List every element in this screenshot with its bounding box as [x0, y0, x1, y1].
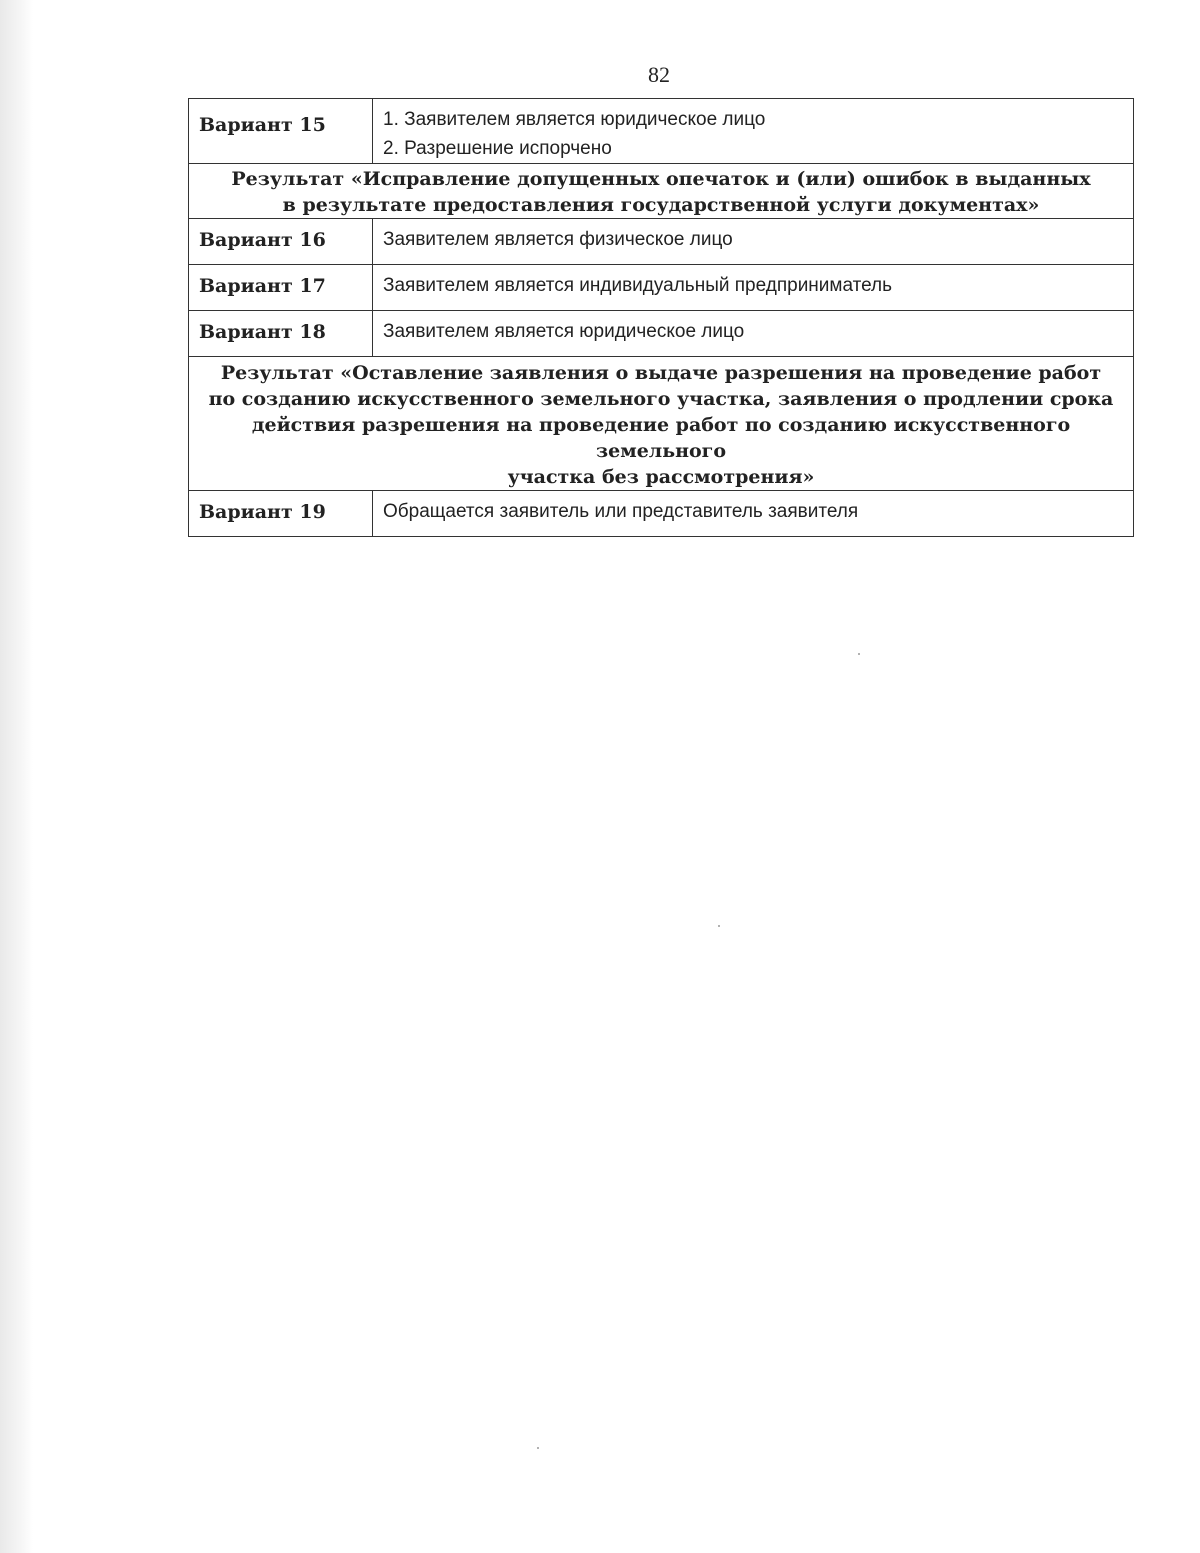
variant-label: Вариант 16	[189, 219, 373, 265]
variant-description	[373, 219, 1134, 265]
description-line: 2. Разрешение испорчено	[383, 138, 612, 159]
result-line: участка без рассмотрения»	[507, 466, 815, 488]
variant-label: Вариант 19	[189, 491, 373, 537]
table-row	[189, 164, 1134, 219]
table-row	[189, 265, 1134, 311]
description-line: Заявителем является индивидуальный предприниматель	[383, 275, 893, 296]
description-line: Заявителем является юридическое лицо	[383, 321, 745, 342]
variant-label: Вариант 18	[189, 311, 373, 357]
scan-page-edge	[0, 0, 33, 1553]
result-line: действия разрешения на проведение работ по созданию искусственного земельного	[251, 414, 1071, 462]
description-line: Обращается заявитель или представитель заявителя	[383, 501, 859, 522]
result-heading	[189, 164, 1134, 219]
table-row	[189, 357, 1134, 491]
variant-description	[373, 491, 1134, 537]
variant-description	[373, 265, 1134, 311]
table-row	[189, 99, 1134, 164]
result-line: Результат «Исправление допущенных опечаток и (или) ошибок в выданных	[231, 168, 1091, 190]
variants-table	[188, 98, 1134, 537]
result-line: в результате предоставления государственной услуги документах»	[282, 194, 1040, 216]
table-row	[189, 491, 1134, 537]
variant-description	[373, 99, 1134, 164]
scan-speck	[718, 925, 720, 927]
variant-label: Вариант 17	[189, 265, 373, 311]
description-line: 1. Заявителем является юридическое лицо	[383, 109, 766, 130]
table-row	[189, 219, 1134, 265]
scan-speck	[537, 1447, 539, 1449]
variant-description	[373, 311, 1134, 357]
result-line: по созданию искусственного земельного участка, заявления о продлении срока	[208, 388, 1114, 410]
result-line: Результат «Оставление заявления о выдаче разрешения на проведение работ	[220, 362, 1102, 384]
description-line: Заявителем является физическое лицо	[383, 229, 733, 250]
result-heading	[189, 357, 1134, 491]
variant-label: Вариант 15	[189, 99, 373, 164]
result-heading-text	[201, 357, 1121, 490]
result-heading-text	[221, 164, 1101, 218]
table-row	[189, 311, 1134, 357]
scan-speck	[858, 653, 860, 655]
page-number: 82	[648, 62, 670, 87]
